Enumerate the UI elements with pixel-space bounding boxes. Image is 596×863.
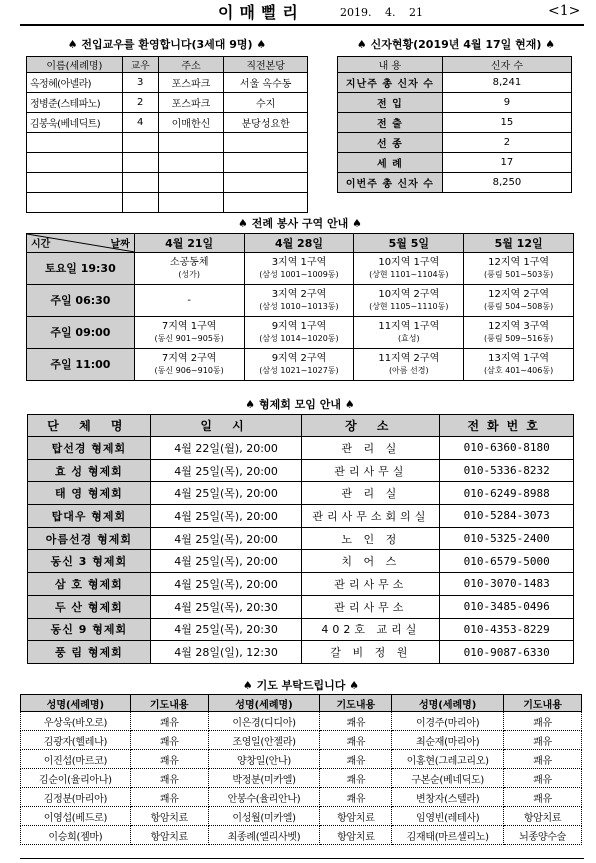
meeting-time: 4월 28일(일), 12:30 xyxy=(150,641,302,664)
group-name: 탑선경 형제회 xyxy=(28,437,151,460)
member-address: 포스파크 xyxy=(158,93,224,113)
column-header: 단 체 명 xyxy=(28,415,151,437)
prayer-intention: 뇌종양수술 xyxy=(504,826,582,845)
district-name: 3지역 1구역 xyxy=(271,256,327,268)
corner-cell xyxy=(27,234,135,253)
table-header-row xyxy=(28,415,574,437)
table-row xyxy=(28,573,574,596)
stat-label: 지난주 총 신자 수 xyxy=(338,73,443,93)
table-row xyxy=(28,641,574,664)
person-name: 이진섭(마르코) xyxy=(21,750,131,769)
service-assignment xyxy=(464,285,574,317)
prayer-intention: 항암치료 xyxy=(320,826,392,845)
member-name: 정병준(스테파노) xyxy=(27,93,123,113)
person-name: 이승희(젬마) xyxy=(21,826,131,845)
meeting-place: 갈 비 정 원 xyxy=(302,641,440,664)
person-name: 김재태(마르셀리노) xyxy=(392,826,504,845)
member-name: 김봉욱(베네딕트) xyxy=(27,113,123,133)
member-prev-parish xyxy=(224,153,308,173)
table-row xyxy=(28,437,574,460)
group-name: 풍 림 형제회 xyxy=(28,641,151,664)
member-name xyxy=(27,153,123,173)
district-detail: (효성) xyxy=(397,333,420,343)
district-detail: (상현 1105~1110동) xyxy=(369,301,449,311)
date-header: 4월 28일 xyxy=(244,234,354,253)
member-count: 2 xyxy=(122,93,158,113)
header-rule xyxy=(20,24,584,26)
district-name: 11지역 1구역 xyxy=(378,320,440,332)
prayer-intention: 쾌유 xyxy=(130,788,208,807)
district-detail: (아름 선경) xyxy=(388,365,429,375)
table-row xyxy=(27,173,308,193)
service-assignment xyxy=(244,349,354,381)
column-header: 교우 xyxy=(122,57,158,73)
district-name: 9지역 2구역 xyxy=(271,352,327,364)
table-row xyxy=(28,618,574,641)
member-name: 옥정혜(아녤라) xyxy=(27,73,123,93)
groups-table xyxy=(27,414,574,664)
date-header: 4월 21일 xyxy=(134,234,244,253)
member-count xyxy=(122,153,158,173)
member-name xyxy=(27,133,123,153)
table-row xyxy=(338,73,572,93)
service-assignment xyxy=(134,285,244,317)
service-assignment xyxy=(244,317,354,349)
member-name xyxy=(27,193,123,213)
table-row xyxy=(28,482,574,505)
person-name: 박정분(미카엘) xyxy=(208,769,320,788)
person-name: 안봉수(율리안나) xyxy=(208,788,320,807)
member-prev-parish xyxy=(224,173,308,193)
meeting-time: 4월 25일(목), 20:00 xyxy=(150,550,302,573)
person-name: 임영빈(레테사) xyxy=(392,807,504,826)
service-assignment xyxy=(134,253,244,285)
person-name: 김순이(율리아나) xyxy=(21,769,131,788)
member-prev-parish xyxy=(224,193,308,213)
phone-number: 010-9087-6330 xyxy=(440,641,574,664)
meeting-time: 4월 25일(목), 20:00 xyxy=(150,459,302,482)
meeting-time: 4월 25일(목), 20:00 xyxy=(150,482,302,505)
header xyxy=(20,0,580,24)
table-row xyxy=(27,113,308,133)
member-count xyxy=(122,193,158,213)
table-row xyxy=(21,807,582,826)
group-name: 동신 3 형제회 xyxy=(28,550,151,573)
prayer-intention: 쾌유 xyxy=(320,750,392,769)
member-address xyxy=(158,153,224,173)
member-prev-parish xyxy=(224,133,308,153)
district-name: 3지역 2구역 xyxy=(271,288,327,300)
meeting-place: 관리사무소 xyxy=(302,573,440,596)
prayer-intention: 쾌유 xyxy=(320,788,392,807)
table-row xyxy=(21,788,582,807)
meeting-place: 402호 교리실 xyxy=(302,618,440,641)
stat-value: 2 xyxy=(442,133,571,153)
stat-value: 8,241 xyxy=(442,73,571,93)
district-detail: (상현 1101~1104동) xyxy=(369,269,449,279)
service-assignment xyxy=(134,317,244,349)
table-row xyxy=(27,73,308,93)
table-header-row xyxy=(21,695,582,712)
district-name: 11지역 2구역 xyxy=(378,352,440,364)
person-name: 이영섭(베드로) xyxy=(21,807,131,826)
phone-number: 010-4353-8229 xyxy=(440,618,574,641)
prayer-intention: 항암치료 xyxy=(130,826,208,845)
meeting-place: 치 어 스 xyxy=(302,550,440,573)
prayer-table xyxy=(20,694,582,845)
person-name: 이홍현(그레고리오) xyxy=(392,750,504,769)
corner-date-label: 날짜 xyxy=(110,239,130,250)
table-row xyxy=(27,317,574,349)
bulletin-title: 이매뻘리 xyxy=(218,3,304,22)
phone-number: 010-3485-0496 xyxy=(440,595,574,618)
district-name: 9지역 1구역 xyxy=(271,320,327,332)
table-row xyxy=(27,253,574,285)
person-name: 김정분(마리아) xyxy=(21,788,131,807)
member-prev-parish: 서울 옥수동 xyxy=(224,73,308,93)
column-header: 전화번호 xyxy=(440,415,574,437)
prayer-intention: 쾌유 xyxy=(130,750,208,769)
service-assignment xyxy=(244,253,354,285)
group-name: 탑대우 형제회 xyxy=(28,505,151,528)
table-row xyxy=(21,769,582,788)
meeting-place: 관 리 실 xyxy=(302,482,440,505)
phone-number: 010-6249-8988 xyxy=(440,482,574,505)
prayer-intention: 쾌유 xyxy=(504,769,582,788)
table-row xyxy=(28,550,574,573)
district-name: 12지역 1구역 xyxy=(488,256,550,268)
meeting-place: 관리사무소 xyxy=(302,595,440,618)
person-name: 이경주(마리아) xyxy=(392,712,504,731)
table-row xyxy=(21,712,582,731)
stat-label: 선 종 xyxy=(338,133,443,153)
column-header: 성명(세례명) xyxy=(392,695,504,712)
prayer-intention: 항암치료 xyxy=(320,807,392,826)
groups-title: ♠ 형제회 모임 안내 ♠ xyxy=(245,398,355,411)
stats-table xyxy=(337,56,572,193)
service-assignment xyxy=(464,317,574,349)
page-number: <1> xyxy=(548,3,581,19)
service-assignment xyxy=(244,285,354,317)
district-name: 소공동체 xyxy=(169,256,209,268)
prayer-intention: 쾌유 xyxy=(504,788,582,807)
district-detail: (삼성 1021~1027동) xyxy=(259,365,339,375)
service-title: ♠ 전례 봉사 구역 안내 ♠ xyxy=(238,217,362,230)
stat-label: 세 례 xyxy=(338,153,443,173)
district-detail: (삼성 1001~1009동) xyxy=(259,269,339,279)
group-name: 두 산 형제회 xyxy=(28,595,151,618)
meeting-place: 노 인 정 xyxy=(302,527,440,550)
district-name: - xyxy=(187,294,191,306)
table-row xyxy=(28,527,574,550)
table-row xyxy=(21,750,582,769)
district-detail: (동신 901~905동) xyxy=(154,333,224,343)
district-name: 13지역 1구역 xyxy=(488,352,550,364)
person-name: 변창자(스텔라) xyxy=(392,788,504,807)
table-row xyxy=(338,173,572,193)
phone-number: 010-5336-8232 xyxy=(440,459,574,482)
service-assignment xyxy=(354,285,464,317)
table-row xyxy=(27,153,308,173)
column-header: 일 시 xyxy=(150,415,302,437)
column-header: 기도내용 xyxy=(130,695,208,712)
person-name: 최순재(마리아) xyxy=(392,731,504,750)
member-count xyxy=(122,133,158,153)
prayer-intention: 쾌유 xyxy=(320,769,392,788)
table-row xyxy=(27,349,574,381)
new-members-table xyxy=(26,56,308,213)
person-name: 구본순(베네딕도) xyxy=(392,769,504,788)
column-header: 주소 xyxy=(158,57,224,73)
member-address: 포스파크 xyxy=(158,73,224,93)
prayer-intention: 항암치료 xyxy=(504,807,582,826)
person-name: 양창일(안나) xyxy=(208,750,320,769)
column-header: 성명(세례명) xyxy=(21,695,131,712)
person-name: 김광자(헬레나) xyxy=(21,731,131,750)
person-name: 최종례(엘리사벳) xyxy=(208,826,320,845)
member-count: 4 xyxy=(122,113,158,133)
table-row xyxy=(27,193,308,213)
column-header: 직전본당 xyxy=(224,57,308,73)
prayer-intention: 쾌유 xyxy=(320,712,392,731)
member-address xyxy=(158,193,224,213)
service-time: 주일 06:30 xyxy=(27,285,135,317)
table-row xyxy=(21,731,582,750)
district-name: 10지역 1구역 xyxy=(378,256,440,268)
service-assignment xyxy=(134,349,244,381)
column-header: 이름(세례명) xyxy=(27,57,123,73)
date-header: 5월 5일 xyxy=(354,234,464,253)
table-row xyxy=(27,133,308,153)
district-detail: (동신 906~910동) xyxy=(154,365,224,375)
table-row xyxy=(21,826,582,845)
district-detail: (성가) xyxy=(178,269,201,279)
member-count xyxy=(122,173,158,193)
member-address xyxy=(158,133,224,153)
date-header: 5월 12일 xyxy=(464,234,574,253)
district-detail: (풍림 509~516동) xyxy=(483,333,554,343)
district-name: 7지역 2구역 xyxy=(161,352,217,364)
meeting-time: 4월 22일(월), 20:00 xyxy=(150,437,302,460)
prayer-title: ♠ 기도 부탁드립니다 ♠ xyxy=(242,679,360,692)
table-header-row xyxy=(27,234,574,253)
table-row xyxy=(338,113,572,133)
stat-value: 17 xyxy=(442,153,571,173)
member-prev-parish: 수지 xyxy=(224,93,308,113)
meeting-place: 관리사무실 xyxy=(302,459,440,482)
person-name: 이성월(미카엘) xyxy=(208,807,320,826)
service-assignment xyxy=(354,317,464,349)
prayer-intention: 쾌유 xyxy=(504,712,582,731)
table-row xyxy=(27,93,308,113)
district-detail: (풍림 501~503동) xyxy=(483,269,554,279)
service-assignment xyxy=(354,349,464,381)
member-name xyxy=(27,173,123,193)
prayer-intention: 쾌유 xyxy=(130,731,208,750)
prayer-intention: 쾌유 xyxy=(320,731,392,750)
phone-number: 010-5325-2400 xyxy=(440,527,574,550)
meeting-time: 4월 25일(목), 20:30 xyxy=(150,595,302,618)
prayer-intention: 쾌유 xyxy=(504,731,582,750)
service-assignment xyxy=(464,349,574,381)
district-name: 7지역 1구역 xyxy=(161,320,217,332)
district-detail: (삼성 1010~1013동) xyxy=(259,301,339,311)
column-header: 신자 수 xyxy=(442,57,571,73)
prayer-intention: 항암치료 xyxy=(130,807,208,826)
district-name: 12지역 3구역 xyxy=(488,320,550,332)
stats-title: ♠ 신자현황(2019년 4월 17일 현재) ♠ xyxy=(356,38,556,51)
service-time: 주일 11:00 xyxy=(27,349,135,381)
stat-value: 9 xyxy=(442,93,571,113)
column-header: 내 용 xyxy=(338,57,443,73)
phone-number: 010-3070-1483 xyxy=(440,573,574,596)
service-assignment xyxy=(354,253,464,285)
group-name: 동신 9 형제회 xyxy=(28,618,151,641)
person-name: 우상욱(바오로) xyxy=(21,712,131,731)
corner-time-label: 시간 xyxy=(31,239,51,250)
column-header: 기도내용 xyxy=(320,695,392,712)
table-header-row xyxy=(338,57,572,73)
service-table xyxy=(26,233,574,381)
stat-label: 전 출 xyxy=(338,113,443,133)
member-address: 이매한신 xyxy=(158,113,224,133)
table-row xyxy=(338,93,572,113)
prayer-intention: 쾌유 xyxy=(130,712,208,731)
meeting-time: 4월 25일(목), 20:30 xyxy=(150,618,302,641)
service-time: 주일 09:00 xyxy=(27,317,135,349)
district-name: 10지역 2구역 xyxy=(378,288,440,300)
meeting-place: 관 리 실 xyxy=(302,437,440,460)
group-name: 아름선경 형제회 xyxy=(28,527,151,550)
phone-number: 010-5284-3073 xyxy=(440,505,574,528)
table-row xyxy=(338,153,572,173)
meeting-time: 4월 25일(목), 20:00 xyxy=(150,573,302,596)
service-time: 토요일 19:30 xyxy=(27,253,135,285)
column-header: 성명(세례명) xyxy=(208,695,320,712)
column-header: 장 소 xyxy=(302,415,440,437)
group-name: 삼 호 형제회 xyxy=(28,573,151,596)
meeting-place: 관리사무소회의실 xyxy=(302,505,440,528)
prayer-intention: 쾌유 xyxy=(130,769,208,788)
table-header-row xyxy=(27,57,308,73)
district-name: 12지역 2구역 xyxy=(488,288,550,300)
group-name: 효 성 형제회 xyxy=(28,459,151,482)
footer-rule xyxy=(20,858,584,859)
stat-label: 전 입 xyxy=(338,93,443,113)
group-name: 태 영 형제회 xyxy=(28,482,151,505)
stat-value: 8,250 xyxy=(442,173,571,193)
meeting-time: 4월 25일(목), 20:00 xyxy=(150,527,302,550)
new-members-title: ♠ 전입교우를 환영합니다(3세대 9명) ♠ xyxy=(67,38,267,51)
table-row xyxy=(28,505,574,528)
phone-number: 010-6579-5000 xyxy=(440,550,574,573)
prayer-intention: 쾌유 xyxy=(504,750,582,769)
meeting-time: 4월 25일(목), 20:00 xyxy=(150,505,302,528)
member-address xyxy=(158,173,224,193)
service-assignment xyxy=(464,253,574,285)
table-row xyxy=(27,285,574,317)
member-count: 3 xyxy=(122,73,158,93)
stat-value: 15 xyxy=(442,113,571,133)
district-detail: (삼호 401~406동) xyxy=(483,365,554,375)
member-prev-parish: 분당성요한 xyxy=(224,113,308,133)
phone-number: 010-6360-8180 xyxy=(440,437,574,460)
table-row xyxy=(28,595,574,618)
table-row xyxy=(28,459,574,482)
column-header: 기도내용 xyxy=(504,695,582,712)
table-row xyxy=(338,133,572,153)
person-name: 이은경(디디아) xyxy=(208,712,320,731)
bulletin-date: 2019. 4. 21 xyxy=(340,6,423,19)
district-detail: (삼성 1014~1020동) xyxy=(259,333,339,343)
person-name: 조영일(안젤라) xyxy=(208,731,320,750)
district-detail: (풍림 504~508동) xyxy=(483,301,554,311)
stat-label: 이번주 총 신자 수 xyxy=(338,173,443,193)
